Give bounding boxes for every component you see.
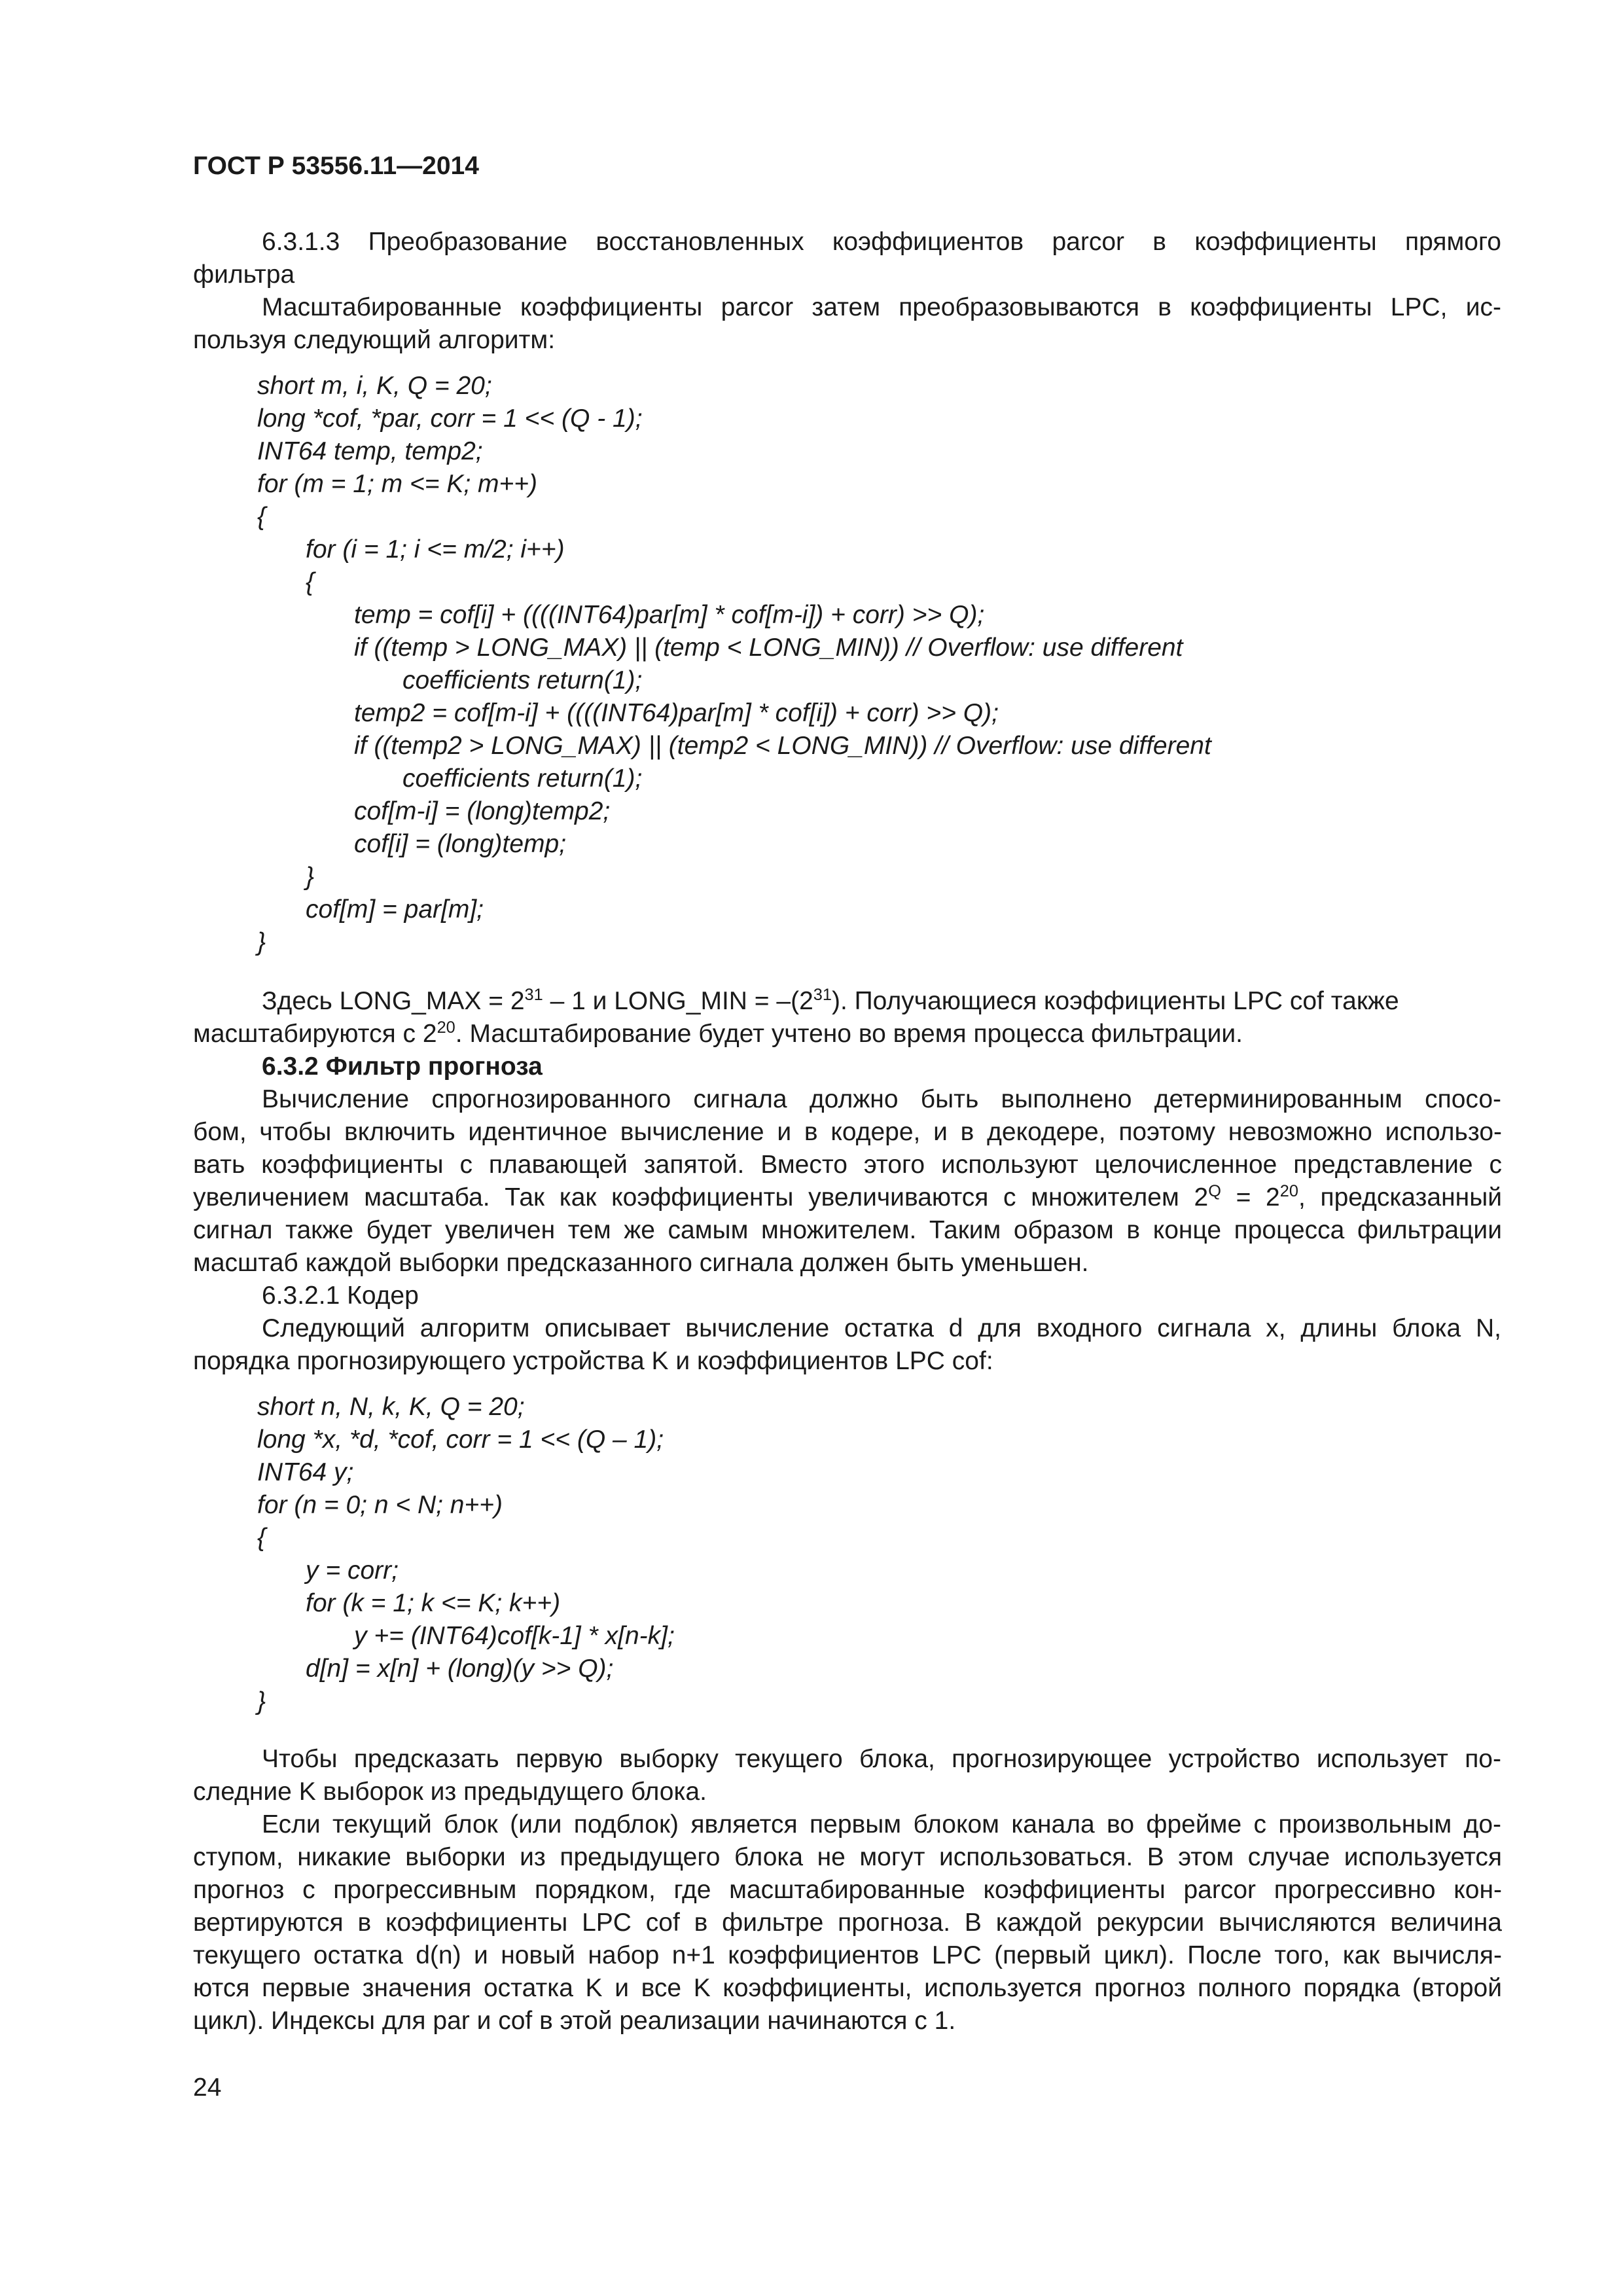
code-line: d[n] = x[n] + (long)(y >> Q);	[306, 1655, 614, 1683]
code-line: for (n = 0; n < N; n++)	[257, 1491, 503, 1519]
subsection-heading: 6.3.2.1 Кодер	[262, 1282, 419, 1310]
code-line: for (i = 1; i <= m/2; i++)	[306, 535, 565, 564]
paragraph-line: цикл). Индексы для par и cof в этой реализации начинаются с 1.	[193, 2007, 956, 2035]
code-line: coefficients return(1);	[402, 666, 643, 694]
paragraph-line: порядка прогнозирующего устройства K и коэффициентов LPC cof:	[193, 1347, 993, 1375]
paragraph-line: увеличением масштаба. Так как коэффициенты увеличиваются с множителем $2^Q = 2^{20}$, предсказанный	[193, 1182, 1503, 1211]
section-title-line: 6.3.1.3 Преобразование восстановленных коэффициентов parcor в коэффициенты прямого	[262, 228, 1501, 256]
code-line: cof[m] = par[m];	[306, 895, 484, 924]
paragraph-line: вертируются в коэффициенты LPC cof в фильтре прогноза. В каждой рекурсии вычисляются величина	[193, 1909, 1502, 1937]
code-line: short m, i, K, Q = 20;	[257, 372, 492, 400]
code-line: for (k = 1; k <= K; k++)	[306, 1589, 561, 1617]
page-number: 24	[193, 2073, 222, 2102]
code-line: coefficients return(1);	[402, 764, 643, 793]
paragraph-line: Вычисление спрогнозированного сигнала должно быть выполнено детерминированным спосо-	[262, 1085, 1501, 1113]
paragraph-line: бом, чтобы включить идентичное вычисление и в кодере, и в декодере, поэтому невозможно использо-	[193, 1118, 1502, 1146]
paragraph-line: ступом, никакие выборки из предыдущего блока не могут использоваться. В этом случае используется	[193, 1843, 1502, 1871]
paragraph-line: текущего остатка d(n) и новый набор n+1 коэффициентов LPC (первый цикл). После того, как вычисля-	[193, 1941, 1502, 1969]
section-heading: 6.3.2 Фильтр прогноза	[262, 1052, 543, 1081]
code-line: if ((temp2 > LONG_MAX) || (temp2 < LONG_MIN)) // Overflow: use different	[354, 732, 1211, 760]
paragraph-line: Масштабированные коэффициенты parcor затем преобразовываются в коэффициенты LPC, ис-	[262, 293, 1501, 321]
paragraph-line: Чтобы предсказать первую выборку текущего блока, прогнозирующее устройство использует по-	[262, 1745, 1501, 1773]
code-line: long *cof, *par, corr = 1 << (Q - 1);	[257, 404, 643, 433]
code-line: cof[m-i] = (long)temp2;	[354, 797, 611, 825]
code-line: long *x, *d, *cof, corr = 1 << (Q – 1);	[257, 1426, 664, 1454]
code-line: for (m = 1; m <= K; m++)	[257, 470, 538, 498]
code-line: {	[257, 503, 266, 531]
code-line: {	[257, 1524, 266, 1552]
paragraph-line: следние K выборок из предыдущего блока.	[193, 1778, 707, 1806]
code-line: short n, N, k, K, Q = 20;	[257, 1393, 525, 1421]
code-line: temp = cof[i] + ((((INT64)par[m] * cof[m-i]) + corr) >> Q);	[354, 601, 985, 629]
paragraph-line: сигнал также будет увеличен тем же самым множителем. Таким образом в конце процесса фильтрации	[193, 1216, 1502, 1244]
paragraph-line: Следующий алгоритм описывает вычисление остатка d для входного сигнала x, длины блока N,	[262, 1314, 1502, 1342]
note-line: масштабируются с $2^{20}$. Масштабирование будет учтено во время процесса фильтрации.	[193, 1018, 1243, 1048]
paragraph-line: ются первые значения остатка K и все K коэффициенты, используется прогноз полного порядка (второй	[193, 1974, 1502, 2002]
code-line: cof[i] = (long)temp;	[354, 830, 567, 858]
document-header: ГОСТ Р 53556.11—2014	[193, 152, 479, 180]
code-line: INT64 y;	[257, 1458, 354, 1486]
code-line: {	[306, 568, 315, 596]
paragraph-line: Если текущий блок (или подблок) является первым блоком канала во фрейме с произвольным до-	[262, 1810, 1501, 1839]
code-line: y = corr;	[306, 1556, 399, 1585]
code-line: }	[257, 1687, 266, 1715]
paragraph-line: вать коэффициенты с плавающей запятой. Вместо этого используют целочисленное представление с	[193, 1151, 1502, 1179]
paragraph-line: пользуя следующий алгоритм:	[193, 326, 556, 354]
section-title-line: фильтра	[193, 260, 295, 289]
code-line: temp2 = cof[m-i] + ((((INT64)par[m] * cof[i]) + corr) >> Q);	[354, 699, 999, 727]
code-line: }	[306, 863, 315, 891]
code-line: }	[257, 928, 266, 956]
paragraph-line: прогноз с прогрессивным порядком, где масштабированные коэффициенты parcor прогрессивно кон-	[193, 1876, 1502, 1904]
code-line: y += (INT64)cof[k-1] * x[n-k];	[354, 1622, 675, 1650]
note-line: Здесь LONG_MAX = $2^{31} - 1$ и LONG_MIN = $-(2^{31})$. Получающиеся коэффициенты LPC cof также	[262, 986, 1399, 1015]
code-line: if ((temp > LONG_MAX) || (temp < LONG_MIN)) // Overflow: use different	[354, 634, 1183, 662]
code-line: INT64 temp, temp2;	[257, 437, 483, 465]
paragraph-line: масштаб каждой выборки предсказанного сигнала должен быть уменьшен.	[193, 1249, 1089, 1277]
